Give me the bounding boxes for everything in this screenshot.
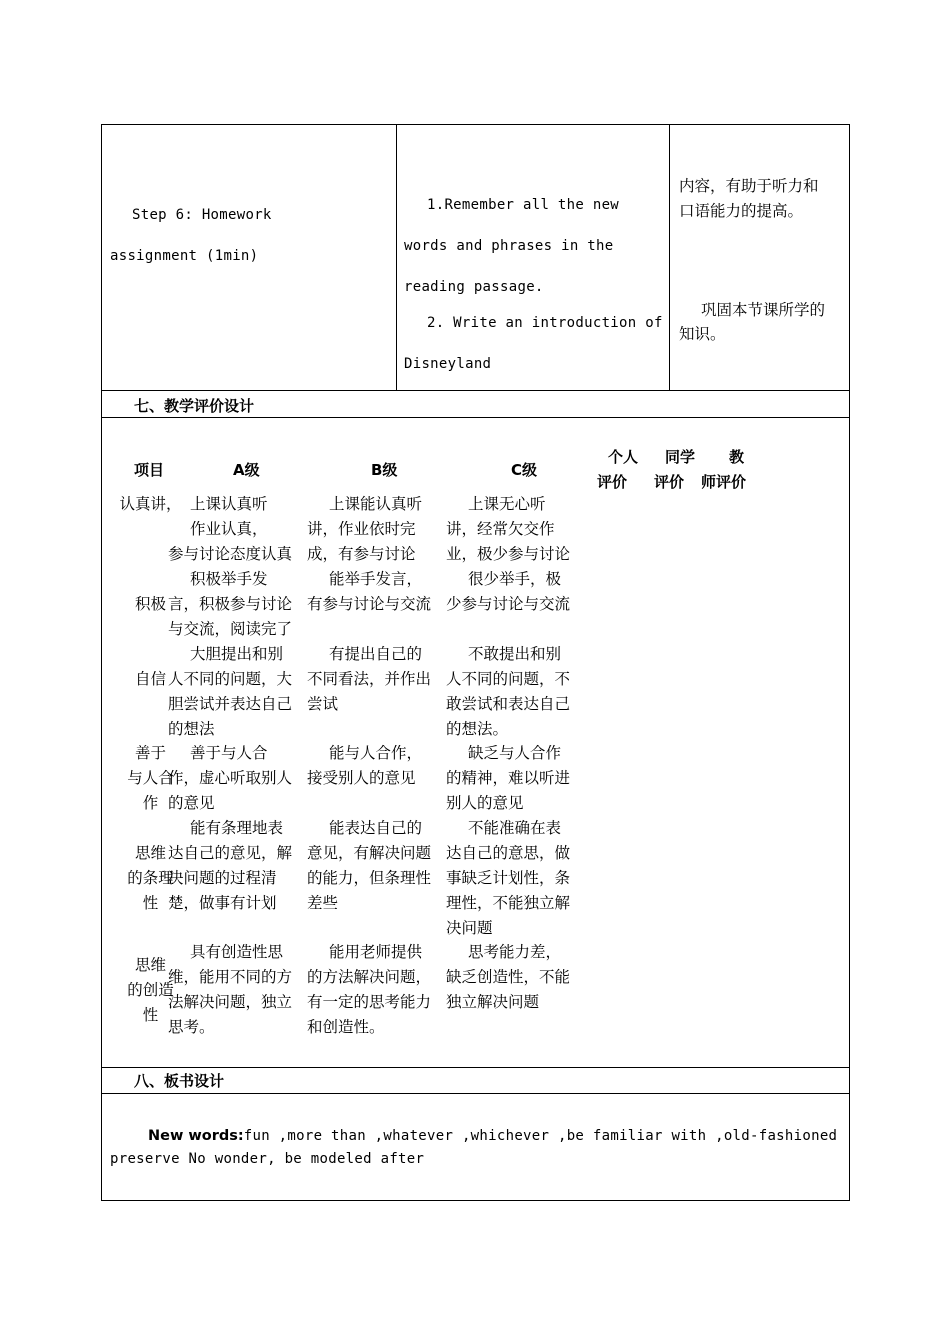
divider — [669, 125, 670, 390]
column-header-peer: 同学 — [665, 448, 696, 466]
grade-b-text: 能举手发言， 有参与讨论与交流 — [307, 570, 432, 613]
grade-c-text: 很少举手，极 少参与讨论与交流 — [446, 570, 571, 613]
step6-title: assignment (1min) — [110, 248, 259, 264]
step6-title: Step 6: Homework — [132, 207, 272, 223]
divider — [102, 417, 849, 418]
column-header-self: 评价 — [597, 473, 628, 491]
new-words-label: New words: — [148, 1128, 244, 1144]
column-header-self: 个人 — [608, 448, 639, 466]
criteria-item: 自信 — [134, 670, 166, 688]
column-header-b: B级 — [371, 461, 398, 479]
divider — [102, 390, 849, 391]
column-header-a: A级 — [233, 461, 260, 479]
homework-task: 2. Write an introduction of — [427, 315, 663, 331]
divider — [102, 1093, 849, 1094]
column-header-teacher: 师评价 — [701, 473, 747, 491]
divider — [102, 1067, 849, 1068]
grade-b-text: 能用老师提供 的方法解决问题， 有一定的思考能力 和创造性。 — [307, 943, 432, 1036]
divider — [396, 125, 397, 390]
grade-b-text: 有提出自己的 不同看法，并作出 尝试 — [307, 645, 432, 713]
grade-a-text: 上课认真听 作业认真， 参与讨论态度认真 — [168, 495, 293, 563]
grade-a-text: 善于与人合 作，虚心听取别人 的意见 — [168, 744, 293, 812]
section-heading: 七、教学评价设计 — [134, 397, 255, 415]
grade-c-text: 不能准确在表 达自己的意思，做 事缺乏计划性，条 理性，不能独立解 决问题 — [446, 819, 571, 937]
homework-task: reading passage. — [404, 279, 544, 295]
purpose-text: 内容，有助于听力和 — [679, 177, 819, 195]
criteria-item: 积极 — [134, 595, 166, 613]
board-design-line — [148, 1126, 837, 1144]
purpose-text: 知识。 — [679, 325, 726, 343]
criteria-item: 思维 的创造 性 — [127, 956, 174, 1024]
homework-task: words and phrases in the — [404, 238, 614, 254]
column-header-item: 项目 — [134, 461, 165, 479]
section-heading: 八、板书设计 — [134, 1072, 225, 1090]
board-design-line: preserve No wonder, be modeled after — [110, 1151, 425, 1167]
grade-c-text: 思考能力差， 缺乏创造性，不能 独立解决问题 — [446, 943, 571, 1011]
column-header-peer: 评价 — [654, 473, 685, 491]
grade-b-text: 能表达自己的 意见，有解决问题 的能力，但条理性 差些 — [307, 819, 432, 912]
grade-c-text: 缺乏与人合作 的精神，难以听进 别人的意见 — [446, 744, 571, 812]
column-header-c: C级 — [511, 461, 538, 479]
grade-a-text: 能有条理地表 达自己的意见，解 决问题的过程清 楚，做事有计划 — [168, 819, 293, 912]
grade-b-text: 能与人合作， 接受别人的意见 — [307, 744, 423, 787]
grade-a-text: 具有创造性思 维，能用不同的方 法解决问题，独立 思考。 — [168, 943, 293, 1036]
grade-c-text: 上课无心听 讲，经常欠交作 业，极少参与讨论 — [446, 495, 571, 563]
grade-b-text: 上课能认真听 讲，作业依时完 成，有参与讨论 — [307, 495, 423, 563]
criteria-item: 思维 的条理 性 — [127, 844, 174, 912]
grade-c-text: 不敢提出和别 人不同的问题，不 敢尝试和表达自己 的想法。 — [446, 645, 571, 738]
homework-task: 1.Remember all the new — [427, 197, 620, 213]
column-header-teacher: 教 — [729, 448, 745, 466]
grade-a-text: 大胆提出和别 人不同的问题，大 胆尝试并表达自己 的想法 — [168, 645, 293, 738]
new-words-list: fun ,more than ,whatever ,whichever ,be familiar with ,old-fashioned — [243, 1128, 838, 1144]
purpose-text: 口语能力的提高。 — [679, 202, 804, 220]
criteria-item: 善于 与人合 作 — [127, 744, 174, 812]
purpose-text: 巩固本节课所学的 — [701, 301, 826, 319]
homework-task: Disneyland — [404, 356, 492, 372]
criteria-item: 认真讲， — [119, 495, 182, 513]
grade-a-text: 积极举手发 言，积极参与讨论 与交流，阅读完了 — [168, 570, 293, 638]
